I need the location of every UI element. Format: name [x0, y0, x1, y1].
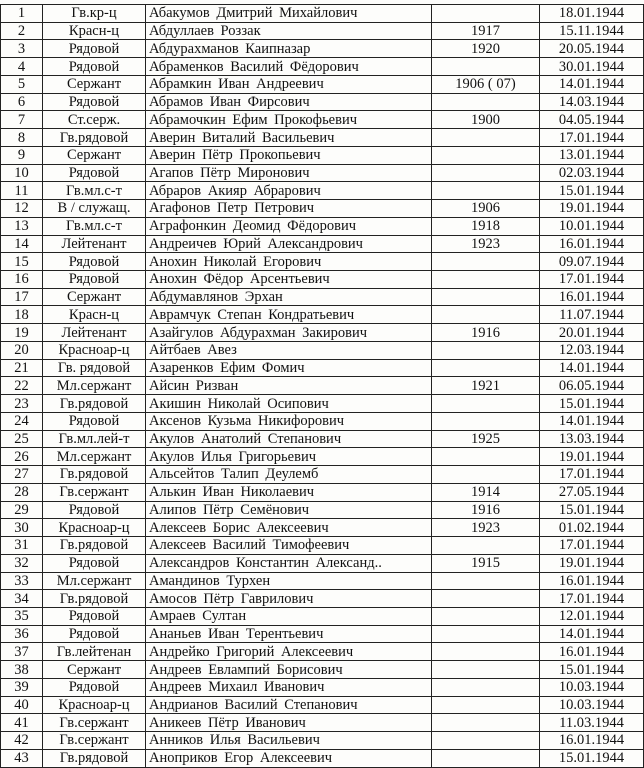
- full-name-cell: Аникеев Пётр Иванович: [146, 714, 432, 732]
- table-row: [1, 501, 644, 519]
- military-rank-cell: Сержант: [43, 146, 146, 164]
- date-cell: 17.01.1944: [540, 271, 644, 289]
- row-number-cell: 30: [1, 519, 43, 537]
- military-rank-cell: Мл.сержант: [43, 377, 146, 395]
- table-row: [1, 40, 644, 58]
- soldier-roster-table: [0, 4, 644, 768]
- row-number-cell: 3: [1, 40, 43, 58]
- military-rank-cell: Рядовой: [43, 164, 146, 182]
- military-rank-cell: Гв.рядовой: [43, 590, 146, 608]
- full-name-cell: Абрамкин Иван Андреевич: [146, 75, 432, 93]
- date-cell: 27.05.1944: [540, 483, 644, 501]
- birth-year-cell: [432, 678, 540, 696]
- row-number-cell: 16: [1, 271, 43, 289]
- military-rank-cell: Рядовой: [43, 271, 146, 289]
- date-cell: 13.01.1944: [540, 146, 644, 164]
- date-cell: 06.05.1944: [540, 377, 644, 395]
- birth-year-cell: 1923: [432, 519, 540, 537]
- military-rank-cell: Мл.сержант: [43, 572, 146, 590]
- row-number-cell: 37: [1, 643, 43, 661]
- row-number-cell: 4: [1, 58, 43, 76]
- table-row: [1, 554, 644, 572]
- birth-year-cell: [432, 625, 540, 643]
- table-row: [1, 75, 644, 93]
- row-number-cell: 38: [1, 661, 43, 679]
- row-number-cell: 33: [1, 572, 43, 590]
- birth-year-cell: 1920: [432, 40, 540, 58]
- table-row: [1, 483, 644, 501]
- table-row: [1, 448, 644, 466]
- table-row: [1, 93, 644, 111]
- date-cell: 16.01.1944: [540, 235, 644, 253]
- military-rank-cell: Красн-ц: [43, 22, 146, 40]
- table-row: [1, 235, 644, 253]
- table-row: [1, 466, 644, 484]
- roster-body: [1, 5, 644, 768]
- table-row: [1, 607, 644, 625]
- birth-year-cell: [432, 466, 540, 484]
- birth-year-cell: 1915: [432, 554, 540, 572]
- military-rank-cell: Гв.рядовой: [43, 129, 146, 147]
- military-rank-cell: Гв.рядовой: [43, 537, 146, 555]
- full-name-cell: Азайгулов Абдурахман Закирович: [146, 324, 432, 342]
- military-rank-cell: Рядовой: [43, 253, 146, 271]
- date-cell: 17.01.1944: [540, 537, 644, 555]
- full-name-cell: Андреев Михаил Иванович: [146, 678, 432, 696]
- date-cell: 30.01.1944: [540, 58, 644, 76]
- full-name-cell: Абдумавлянов Эрхан: [146, 288, 432, 306]
- full-name-cell: Аверин Пётр Прокопьевич: [146, 146, 432, 164]
- birth-year-cell: 1914: [432, 483, 540, 501]
- birth-year-cell: 1906 ( 07): [432, 75, 540, 93]
- row-number-cell: 21: [1, 359, 43, 377]
- row-number-cell: 29: [1, 501, 43, 519]
- date-cell: 14.01.1944: [540, 75, 644, 93]
- full-name-cell: Абрамочкин Ефим Прокофьевич: [146, 111, 432, 129]
- full-name-cell: Абраров Акияр Абрарович: [146, 182, 432, 200]
- table-row: [1, 732, 644, 750]
- full-name-cell: Алькин Иван Николаевич: [146, 483, 432, 501]
- birth-year-cell: [432, 537, 540, 555]
- row-number-cell: 19: [1, 324, 43, 342]
- table-row: [1, 324, 644, 342]
- birth-year-cell: 1925: [432, 430, 540, 448]
- birth-year-cell: [432, 395, 540, 413]
- full-name-cell: Алипов Пётр Семёнович: [146, 501, 432, 519]
- birth-year-cell: [432, 164, 540, 182]
- military-rank-cell: В / служащ.: [43, 200, 146, 218]
- table-row: [1, 412, 644, 430]
- row-number-cell: 25: [1, 430, 43, 448]
- date-cell: 14.01.1944: [540, 359, 644, 377]
- birth-year-cell: [432, 359, 540, 377]
- date-cell: 14.01.1944: [540, 412, 644, 430]
- row-number-cell: 26: [1, 448, 43, 466]
- table-row: [1, 182, 644, 200]
- table-row: [1, 341, 644, 359]
- table-row: [1, 200, 644, 218]
- date-cell: 12.01.1944: [540, 607, 644, 625]
- military-rank-cell: Рядовой: [43, 607, 146, 625]
- date-cell: 18.01.1944: [540, 5, 644, 23]
- date-cell: 10.01.1944: [540, 217, 644, 235]
- birth-year-cell: [432, 607, 540, 625]
- table-row: [1, 22, 644, 40]
- military-rank-cell: Рядовой: [43, 93, 146, 111]
- row-number-cell: 23: [1, 395, 43, 413]
- full-name-cell: Акулов Анатолий Степанович: [146, 430, 432, 448]
- birth-year-cell: [432, 661, 540, 679]
- date-cell: 14.03.1944: [540, 93, 644, 111]
- birth-year-cell: [432, 696, 540, 714]
- table-row: [1, 590, 644, 608]
- table-row: [1, 359, 644, 377]
- row-number-cell: 31: [1, 537, 43, 555]
- table-row: [1, 537, 644, 555]
- row-number-cell: 18: [1, 306, 43, 324]
- military-rank-cell: Гв.сержант: [43, 732, 146, 750]
- military-rank-cell: Гв.сержант: [43, 483, 146, 501]
- military-rank-cell: Рядовой: [43, 501, 146, 519]
- military-rank-cell: Рядовой: [43, 412, 146, 430]
- date-cell: 17.01.1944: [540, 129, 644, 147]
- full-name-cell: Аврамчук Степан Кондратьевич: [146, 306, 432, 324]
- row-number-cell: 2: [1, 22, 43, 40]
- date-cell: 15.01.1944: [540, 501, 644, 519]
- birth-year-cell: 1918: [432, 217, 540, 235]
- full-name-cell: Абдуллаев Роззак: [146, 22, 432, 40]
- military-rank-cell: Гв.мл.с-т: [43, 182, 146, 200]
- birth-year-cell: [432, 58, 540, 76]
- birth-year-cell: [432, 590, 540, 608]
- birth-year-cell: [432, 643, 540, 661]
- full-name-cell: Абакумов Дмитрий Михайлович: [146, 5, 432, 23]
- full-name-cell: Абраменков Василий Фёдорович: [146, 58, 432, 76]
- birth-year-cell: [432, 271, 540, 289]
- table-row: [1, 5, 644, 23]
- birth-year-cell: [432, 306, 540, 324]
- table-row: [1, 164, 644, 182]
- full-name-cell: Анников Илья Васильевич: [146, 732, 432, 750]
- date-cell: 10.03.1944: [540, 678, 644, 696]
- date-cell: 19.01.1944: [540, 200, 644, 218]
- table-row: [1, 572, 644, 590]
- full-name-cell: Аверин Виталий Васильевич: [146, 129, 432, 147]
- date-cell: 12.03.1944: [540, 341, 644, 359]
- military-rank-cell: Гв.рядовой: [43, 466, 146, 484]
- full-name-cell: Анохин Николай Егорович: [146, 253, 432, 271]
- date-cell: 15.01.1944: [540, 749, 644, 767]
- row-number-cell: 8: [1, 129, 43, 147]
- table-row: [1, 306, 644, 324]
- table-row: [1, 678, 644, 696]
- table-row: [1, 395, 644, 413]
- birth-year-cell: [432, 572, 540, 590]
- table-row: [1, 146, 644, 164]
- birth-year-cell: [432, 93, 540, 111]
- birth-year-cell: 1900: [432, 111, 540, 129]
- full-name-cell: Акишин Николай Осипович: [146, 395, 432, 413]
- military-rank-cell: Красноар-ц: [43, 696, 146, 714]
- birth-year-cell: [432, 749, 540, 767]
- row-number-cell: 24: [1, 412, 43, 430]
- military-rank-cell: Сержант: [43, 75, 146, 93]
- birth-year-cell: [432, 182, 540, 200]
- date-cell: 04.05.1944: [540, 111, 644, 129]
- row-number-cell: 40: [1, 696, 43, 714]
- row-number-cell: 32: [1, 554, 43, 572]
- row-number-cell: 9: [1, 146, 43, 164]
- military-rank-cell: Гв.сержант: [43, 714, 146, 732]
- birth-year-cell: 1906: [432, 200, 540, 218]
- row-number-cell: 15: [1, 253, 43, 271]
- row-number-cell: 20: [1, 341, 43, 359]
- birth-year-cell: [432, 448, 540, 466]
- table-row: [1, 430, 644, 448]
- birth-year-cell: [432, 341, 540, 359]
- date-cell: 09.07.1944: [540, 253, 644, 271]
- full-name-cell: Алексеев Василий Тимофеевич: [146, 537, 432, 555]
- full-name-cell: Анохин Фёдор Арсентьевич: [146, 271, 432, 289]
- date-cell: 01.02.1944: [540, 519, 644, 537]
- full-name-cell: Андреев Евлампий Борисович: [146, 661, 432, 679]
- military-rank-cell: Красноар-ц: [43, 519, 146, 537]
- full-name-cell: Айсин Ризван: [146, 377, 432, 395]
- military-rank-cell: Лейтенант: [43, 324, 146, 342]
- military-rank-cell: Сержант: [43, 661, 146, 679]
- row-number-cell: 43: [1, 749, 43, 767]
- military-rank-cell: Рядовой: [43, 58, 146, 76]
- date-cell: 15.01.1944: [540, 395, 644, 413]
- full-name-cell: Альсейтов Талип Деулемб: [146, 466, 432, 484]
- military-rank-cell: Рядовой: [43, 554, 146, 572]
- military-rank-cell: Сержант: [43, 288, 146, 306]
- date-cell: 02.03.1944: [540, 164, 644, 182]
- date-cell: 16.01.1944: [540, 288, 644, 306]
- military-rank-cell: Рядовой: [43, 625, 146, 643]
- date-cell: 16.01.1944: [540, 732, 644, 750]
- birth-year-cell: [432, 253, 540, 271]
- table-row: [1, 111, 644, 129]
- military-rank-cell: Гв.рядовой: [43, 395, 146, 413]
- date-cell: 16.01.1944: [540, 643, 644, 661]
- military-rank-cell: Гв.лейтенан: [43, 643, 146, 661]
- date-cell: 13.03.1944: [540, 430, 644, 448]
- date-cell: 15.01.1944: [540, 661, 644, 679]
- birth-year-cell: [432, 129, 540, 147]
- table-row: [1, 271, 644, 289]
- date-cell: 19.01.1944: [540, 448, 644, 466]
- row-number-cell: 28: [1, 483, 43, 501]
- row-number-cell: 5: [1, 75, 43, 93]
- birth-year-cell: [432, 714, 540, 732]
- date-cell: 11.03.1944: [540, 714, 644, 732]
- row-number-cell: 35: [1, 607, 43, 625]
- birth-year-cell: 1916: [432, 324, 540, 342]
- full-name-cell: Агапов Пётр Миронович: [146, 164, 432, 182]
- military-rank-cell: Ст.серж.: [43, 111, 146, 129]
- table-row: [1, 377, 644, 395]
- full-name-cell: Андрианов Василий Степанович: [146, 696, 432, 714]
- date-cell: 20.05.1944: [540, 40, 644, 58]
- date-cell: 17.01.1944: [540, 466, 644, 484]
- military-rank-cell: Красн-ц: [43, 306, 146, 324]
- full-name-cell: Аноприков Егор Алексеевич: [146, 749, 432, 767]
- table-row: [1, 714, 644, 732]
- date-cell: 11.07.1944: [540, 306, 644, 324]
- row-number-cell: 22: [1, 377, 43, 395]
- row-number-cell: 36: [1, 625, 43, 643]
- full-name-cell: Александров Константин Александ..: [146, 554, 432, 572]
- military-rank-cell: Гв. рядовой: [43, 359, 146, 377]
- military-rank-cell: Рядовой: [43, 678, 146, 696]
- military-rank-cell: Гв.мл.с-т: [43, 217, 146, 235]
- table-row: [1, 643, 644, 661]
- full-name-cell: Агафонов Петр Петрович: [146, 200, 432, 218]
- birth-year-cell: 1921: [432, 377, 540, 395]
- full-name-cell: Аграфонкин Деомид Фёдорович: [146, 217, 432, 235]
- table-row: [1, 217, 644, 235]
- military-rank-cell: Гв.мл.лей-т: [43, 430, 146, 448]
- full-name-cell: Андрейко Григорий Алексеевич: [146, 643, 432, 661]
- full-name-cell: Алексеев Борис Алексеевич: [146, 519, 432, 537]
- table-row: [1, 696, 644, 714]
- row-number-cell: 42: [1, 732, 43, 750]
- date-cell: 17.01.1944: [540, 590, 644, 608]
- table-row: [1, 253, 644, 271]
- full-name-cell: Амраев Султан: [146, 607, 432, 625]
- date-cell: 15.01.1944: [540, 182, 644, 200]
- military-rank-cell: Рядовой: [43, 40, 146, 58]
- table-row: [1, 661, 644, 679]
- row-number-cell: 1: [1, 5, 43, 23]
- row-number-cell: 39: [1, 678, 43, 696]
- row-number-cell: 27: [1, 466, 43, 484]
- full-name-cell: Айтбаев Авез: [146, 341, 432, 359]
- full-name-cell: Абдурахманов Каипназар: [146, 40, 432, 58]
- birth-year-cell: 1916: [432, 501, 540, 519]
- row-number-cell: 10: [1, 164, 43, 182]
- birth-year-cell: [432, 288, 540, 306]
- date-cell: 20.01.1944: [540, 324, 644, 342]
- full-name-cell: Амосов Пётр Гаврилович: [146, 590, 432, 608]
- table-row: [1, 519, 644, 537]
- table-row: [1, 58, 644, 76]
- table-row: [1, 625, 644, 643]
- table-row: [1, 288, 644, 306]
- date-cell: 19.01.1944: [540, 554, 644, 572]
- full-name-cell: Азаренков Ефим Фомич: [146, 359, 432, 377]
- date-cell: 15.11.1944: [540, 22, 644, 40]
- full-name-cell: Андреичев Юрий Александрович: [146, 235, 432, 253]
- date-cell: 10.03.1944: [540, 696, 644, 714]
- military-rank-cell: Красноар-ц: [43, 341, 146, 359]
- full-name-cell: Ананьев Иван Терентьевич: [146, 625, 432, 643]
- row-number-cell: 41: [1, 714, 43, 732]
- full-name-cell: Абрамов Иван Фирсович: [146, 93, 432, 111]
- birth-year-cell: 1923: [432, 235, 540, 253]
- military-rank-cell: Лейтенант: [43, 235, 146, 253]
- birth-year-cell: [432, 412, 540, 430]
- military-rank-cell: Гв.рядовой: [43, 749, 146, 767]
- date-cell: 14.01.1944: [540, 625, 644, 643]
- row-number-cell: 13: [1, 217, 43, 235]
- full-name-cell: Амандинов Турхен: [146, 572, 432, 590]
- full-name-cell: Аксенов Кузьма Никифорович: [146, 412, 432, 430]
- row-number-cell: 6: [1, 93, 43, 111]
- row-number-cell: 14: [1, 235, 43, 253]
- table-row: [1, 129, 644, 147]
- birth-year-cell: [432, 732, 540, 750]
- birth-year-cell: [432, 146, 540, 164]
- row-number-cell: 11: [1, 182, 43, 200]
- military-rank-cell: Гв.кр-ц: [43, 5, 146, 23]
- full-name-cell: Акулов Илья Григорьевич: [146, 448, 432, 466]
- military-rank-cell: Мл.сержант: [43, 448, 146, 466]
- row-number-cell: 7: [1, 111, 43, 129]
- date-cell: 16.01.1944: [540, 572, 644, 590]
- birth-year-cell: 1917: [432, 22, 540, 40]
- row-number-cell: 12: [1, 200, 43, 218]
- row-number-cell: 34: [1, 590, 43, 608]
- row-number-cell: 17: [1, 288, 43, 306]
- birth-year-cell: [432, 5, 540, 23]
- table-row: [1, 749, 644, 767]
